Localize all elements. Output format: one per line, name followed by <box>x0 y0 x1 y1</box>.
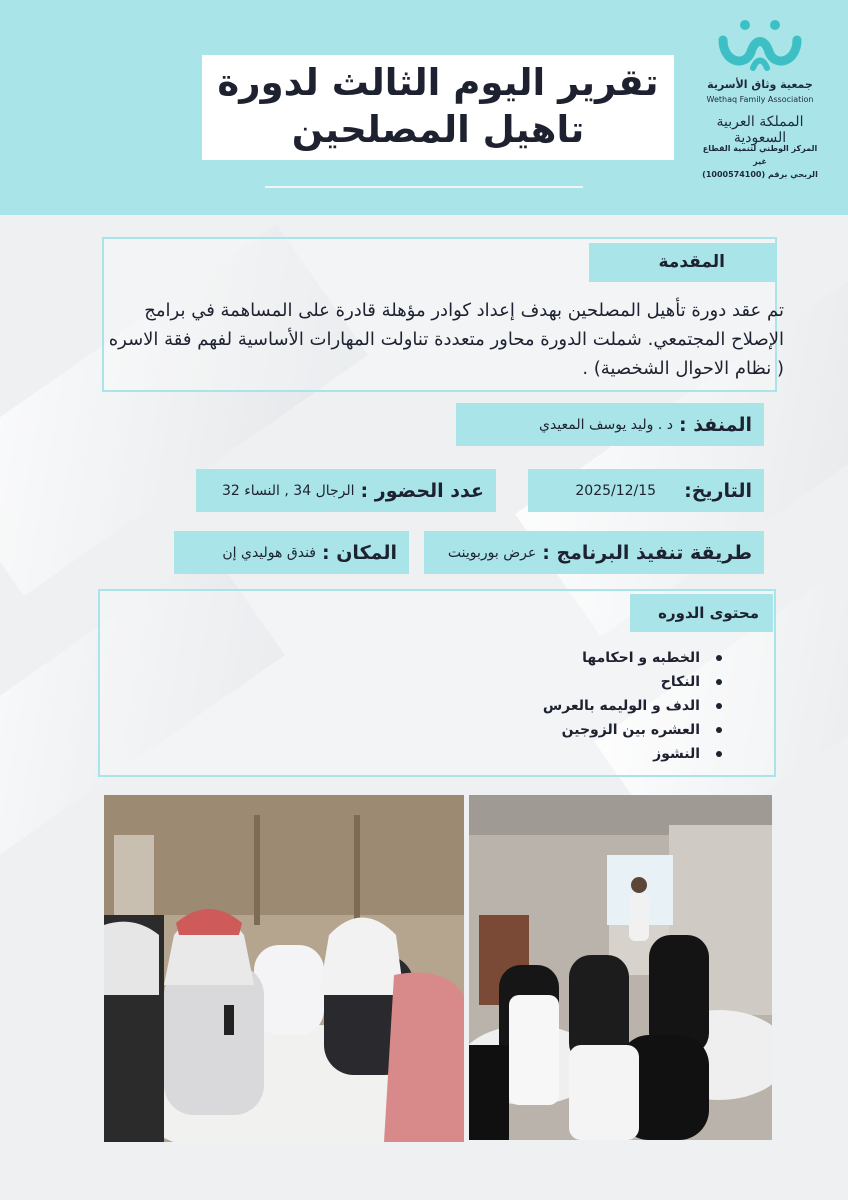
date-label: التاريخ: <box>684 479 752 502</box>
header-band <box>0 0 848 215</box>
content-heading-label: محتوى الدوره <box>658 604 759 622</box>
attendance-value: الرجال 34 , النساء 32 <box>221 482 355 499</box>
list-item: النشوز <box>543 742 722 766</box>
logo-name-arabic: جمعية وثاق الأسرية <box>707 78 813 91</box>
executor-box <box>456 403 764 446</box>
executor-label: المنفذ : <box>678 413 752 436</box>
date-value: 2025/12/15 <box>575 482 657 499</box>
place-value: فندق هوليدي إن <box>222 544 316 561</box>
place-label: المكان : <box>322 541 397 564</box>
method-box <box>424 531 764 574</box>
title-line-1: تقرير اليوم الثالث لدورة <box>217 61 659 104</box>
content-heading <box>630 594 773 632</box>
attendance-box <box>196 469 496 512</box>
kingdom-emblem-text: المملكة العربية السعودية <box>716 114 804 146</box>
page-title <box>202 59 674 153</box>
divider-line <box>265 186 583 188</box>
association-logo <box>690 18 830 198</box>
registration-text <box>695 142 825 181</box>
event-photo-men <box>104 795 464 1142</box>
registration-line-1: المركز الوطني لتنمية القطاع غير <box>702 144 818 166</box>
content-list <box>543 646 722 766</box>
event-photo-men-illustration <box>104 795 464 1142</box>
executor-value: د . وليد يوسف المعيدي <box>539 416 673 433</box>
title-box <box>202 55 674 160</box>
list-item: العشره بين الزوجين <box>543 718 722 742</box>
method-label: طريقة تنفيذ البرنامج : <box>542 541 752 564</box>
title-line-2: تاهيل المصلحين <box>291 108 585 151</box>
list-item: الخطبه و احكامها <box>543 646 722 670</box>
date-box <box>528 469 764 512</box>
list-item: النكاح <box>543 670 722 694</box>
intro-text: تم عقد دورة تأهيل المصلحين بهدف إعداد كوادر مؤهلة قادرة على المساهمة في برامج الإصلاح المجتمعي. شملت الدورة محاور متعددة تناولت المهارات الأساسية لفهم فقة الاسره ( نظام الاحوال الشخصية) . <box>108 300 784 379</box>
intro-heading <box>589 243 777 282</box>
intro-heading-label: المقدمة <box>658 252 725 272</box>
list-item: الدف و الوليمه بالعرس <box>543 694 722 718</box>
event-photo-women <box>469 795 772 1140</box>
registration-line-2: الربحي برقم (1000574100) <box>702 170 818 179</box>
method-value: عرض بوربوينت <box>447 544 537 561</box>
attendance-label: عدد الحضور : <box>360 479 484 502</box>
event-photo-women-illustration <box>469 795 772 1140</box>
wethaq-logo-icon <box>715 18 805 74</box>
place-box <box>174 531 409 574</box>
logo-name-english: Wethaq Family Association <box>706 95 814 104</box>
